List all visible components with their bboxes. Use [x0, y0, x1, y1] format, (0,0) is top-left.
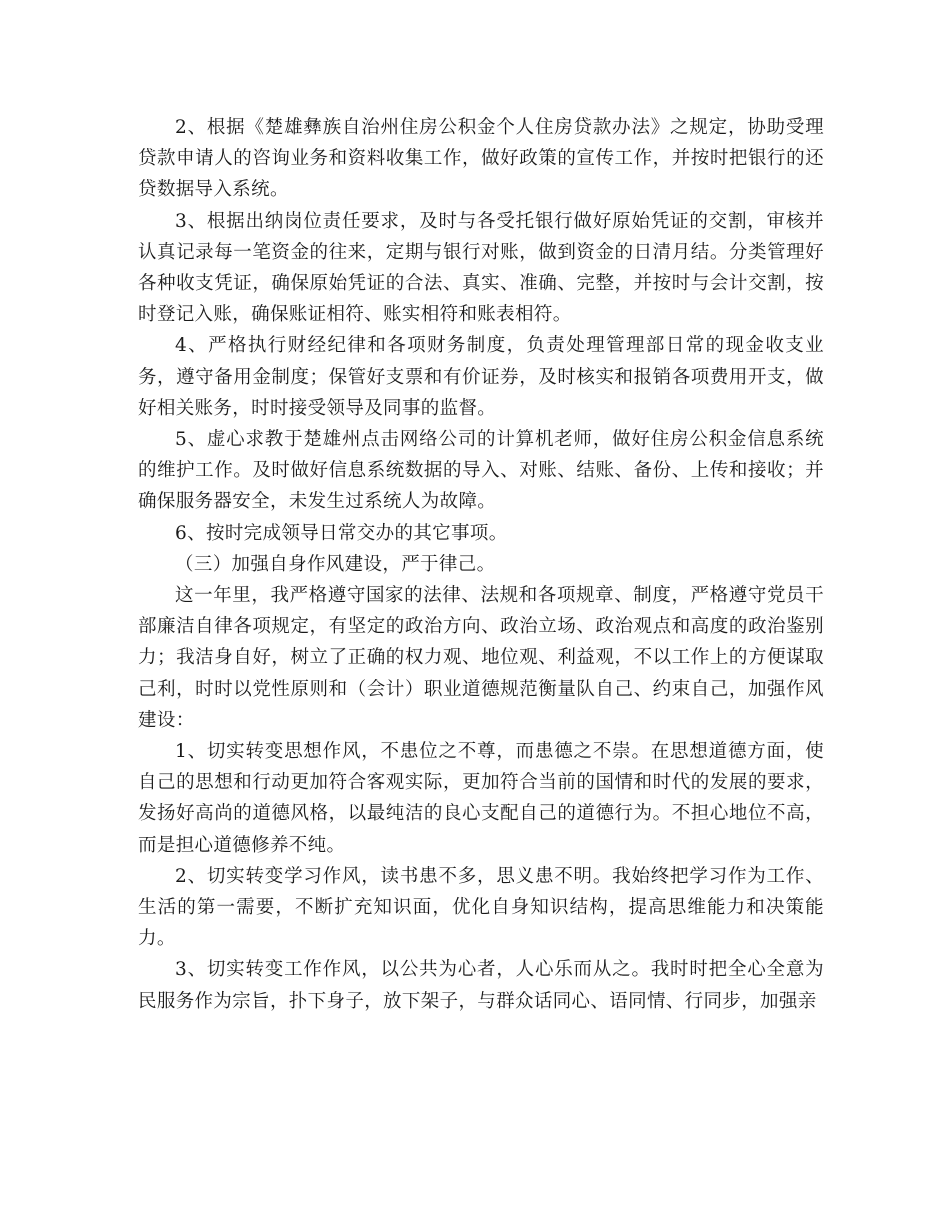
paragraph-thinking-style: 1、切实转变思想作风，不患位之不尊，而患德之不崇。在思想道德方面，使自己的思想和行动更加符合客观实际，更加符合当前的国情和时代的发展的要求，发扬好高尚的道德风格，以最纯洁的良心支配自己的道德行为。不担心地位不高，而是担心道德修养不纯。	[138, 741, 824, 856]
paragraph-system-maintenance: 5、虚心求教于楚雄州点击网络公司的计算机老师，做好住房公积金信息系统的维护工作。及时做好信息系统数据的导入、对账、结账、备份、上传和接收；并确保服务器安全，未发生过系统人为故障。	[138, 429, 824, 513]
paragraph-study-style: 2、切实转变学习作风，读书患不多，思义患不明。我始终把学习作为工作、生活的第一需要，不断扩充知识面，优化自身知识结构，提高思维能力和决策能力。	[138, 865, 824, 950]
paragraph-other-tasks: 6、按时完成领导日常交办的其它事项。	[175, 522, 508, 544]
document-body	[138, 112, 824, 1017]
paragraph-cashier-duties: 3、根据出纳岗位责任要求，及时与各受托银行做好原始凭证的交割，审核并认真记录每一笔资金的往来，定期与银行对账，做到资金的日清月结。分类管理好各种收支凭证，确保原始凭证的合法、真实、准确、完整，并按时与会计交割，按时登记入账，确保账证相符、账实相符和账表相符。	[138, 210, 824, 326]
paragraph-financial-discipline: 4、严格执行财经纪律和各项财务制度，负责处理管理部日常的现金收支业务，遵守备用金制度；保管好支票和有价证券，及时核实和报销各项费用开支，做好相关账务，时时接受领导及同事的监督。	[138, 335, 824, 419]
paragraph-year-summary: 这一年里，我严格遵守国家的法律、法规和各项规章、制度，严格遵守党员干部廉洁自律各项规定，有坚定的政治方向、政治立场、政治观点和高度的政治鉴别力；我洁身自好，树立了正确的权力观、地位观、利益观，不以工作上的方便谋取己利，时时以党性原则和（会计）职业道德规范衡量队自己、约束自己，加强作风建设：	[138, 585, 824, 731]
section-heading-conduct: （三）加强自身作风建设，严于律己。	[175, 553, 496, 575]
paragraph-work-style: 3、切实转变工作作风，以公共为心者，人心乐而从之。我时时把全心全意为民服务作为宗旨，扑下身子，放下架子，与群众话同心、语同情、行同步，加强亲	[138, 959, 824, 1012]
paragraph-loan-assist: 2、根据《楚雄彝族自治州住房公积金个人住房贷款办法》之规定，协助受理贷款申请人的咨询业务和资料收集工作，做好政策的宣传工作，并按时把银行的还贷数据导入系统。	[138, 117, 824, 201]
